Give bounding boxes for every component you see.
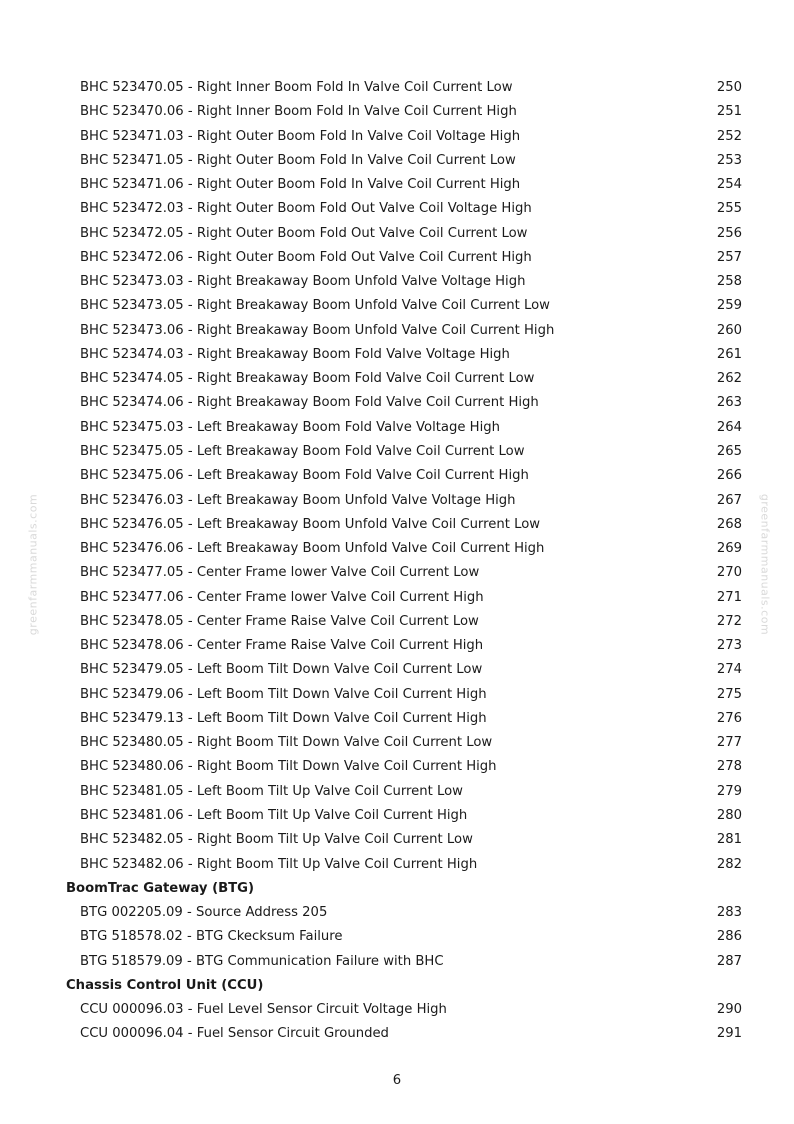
toc-entry[interactable] bbox=[66, 489, 746, 513]
toc-entry-title: BHC 523474.03 - Right Breakaway Boom Fold Valve Voltage High bbox=[80, 346, 510, 362]
toc-entry-title: BHC 523482.06 - Right Boom Tilt Up Valve Coil Current High bbox=[80, 856, 478, 872]
toc-entry-page-number: 291 bbox=[716, 1026, 742, 1042]
toc-entry-title: BHC 523481.06 - Left Boom Tilt Up Valve Coil Current High bbox=[80, 807, 468, 823]
toc-entry-page-number: 264 bbox=[716, 419, 742, 435]
toc-entry[interactable] bbox=[66, 270, 746, 294]
toc-entry-page-number: 252 bbox=[716, 128, 742, 144]
toc-entry-title: BHC 523482.05 - Right Boom Tilt Up Valve Coil Current Low bbox=[80, 832, 473, 848]
toc-entry-title: BTG 518579.09 - BTG Communication Failure with BHC bbox=[80, 953, 444, 969]
toc-entry-title: BHC 523476.03 - Left Breakaway Boom Unfold Valve Voltage High bbox=[80, 492, 516, 508]
toc-entry-title: BHC 523475.06 - Left Breakaway Boom Fold Valve Coil Current High bbox=[80, 468, 529, 484]
page-number: 6 bbox=[392, 1073, 402, 1088]
toc-entry-page-number: 257 bbox=[716, 249, 742, 265]
toc-entry-page-number: 256 bbox=[716, 225, 742, 241]
toc-entry-title: BHC 523476.06 - Left Breakaway Boom Unfold Valve Coil Current High bbox=[80, 541, 545, 557]
toc-entry-title: BHC 523470.06 - Right Inner Boom Fold In Valve Coil Current High bbox=[80, 104, 517, 120]
toc-entry-title: BTG 002205.09 - Source Address 205 bbox=[80, 905, 328, 921]
toc-entry-page-number: 269 bbox=[716, 541, 742, 557]
toc-entry[interactable] bbox=[66, 804, 746, 828]
toc-entry-page-number: 271 bbox=[716, 589, 742, 605]
toc-entry-title: BHC 523473.06 - Right Breakaway Boom Unfold Valve Coil Current High bbox=[80, 322, 555, 338]
toc-entry-title: BHC 523479.05 - Left Boom Tilt Down Valve Coil Current Low bbox=[80, 662, 483, 678]
toc-entry[interactable] bbox=[66, 513, 746, 537]
toc-entry-title: BHC 523472.06 - Right Outer Boom Fold Out Valve Coil Current High bbox=[80, 249, 532, 265]
toc-entry-page-number: 253 bbox=[716, 152, 742, 168]
toc-section-heading bbox=[66, 877, 746, 901]
toc-entry-page-number: 261 bbox=[716, 346, 742, 362]
toc-entry-page-number: 263 bbox=[716, 395, 742, 411]
toc-entry[interactable] bbox=[66, 537, 746, 561]
toc-entry-page-number: 268 bbox=[716, 516, 742, 532]
toc-entry-title: BHC 523471.05 - Right Outer Boom Fold In Valve Coil Current Low bbox=[80, 152, 516, 168]
toc-entry-title: BTG 518578.02 - BTG Ckecksum Failure bbox=[80, 929, 343, 945]
toc-entry[interactable] bbox=[66, 828, 746, 852]
toc-entry[interactable] bbox=[66, 731, 746, 755]
toc-entry-title: BHC 523471.03 - Right Outer Boom Fold In Valve Coil Voltage High bbox=[80, 128, 521, 144]
toc-entry[interactable] bbox=[66, 634, 746, 658]
toc-entry-page-number: 254 bbox=[716, 177, 742, 193]
toc-entry-title: BHC 523478.06 - Center Frame Raise Valve Coil Current High bbox=[80, 638, 484, 654]
toc-entry-page-number: 273 bbox=[716, 638, 742, 654]
toc-entry[interactable] bbox=[66, 780, 746, 804]
toc-entry[interactable] bbox=[66, 707, 746, 731]
toc-entry-title: BHC 523470.05 - Right Inner Boom Fold In Valve Coil Current Low bbox=[80, 80, 513, 95]
toc-entry[interactable] bbox=[66, 367, 746, 391]
toc-entry-title: BHC 523474.06 - Right Breakaway Boom Fold Valve Coil Current High bbox=[80, 395, 539, 411]
watermark-left-text: greenfarmmanuals.com bbox=[26, 493, 40, 636]
toc-entry[interactable] bbox=[66, 343, 746, 367]
toc-entry-title: BHC 523473.03 - Right Breakaway Boom Unfold Valve Voltage High bbox=[80, 274, 526, 290]
toc-entry-title: BHC 523474.05 - Right Breakaway Boom Fold Valve Coil Current Low bbox=[80, 371, 535, 387]
toc-entry[interactable] bbox=[66, 76, 746, 100]
toc-entry[interactable] bbox=[66, 755, 746, 779]
toc-entry[interactable] bbox=[66, 100, 746, 124]
toc-entry-title: BHC 523476.05 - Left Breakaway Boom Unfold Valve Coil Current Low bbox=[80, 516, 541, 532]
toc-entry-page-number: 260 bbox=[716, 322, 742, 338]
toc-entry-page-number: 278 bbox=[716, 759, 742, 775]
toc-entry-page-number: 274 bbox=[716, 662, 742, 678]
toc-entry[interactable] bbox=[66, 683, 746, 707]
toc-entry-page-number: 265 bbox=[716, 443, 742, 459]
toc-entry-page-number: 275 bbox=[716, 686, 742, 702]
toc-entry[interactable] bbox=[66, 586, 746, 610]
section-title: Chassis Control Unit (CCU) bbox=[66, 977, 264, 993]
toc-entry[interactable] bbox=[66, 222, 746, 246]
toc-entry-page-number: 270 bbox=[716, 565, 742, 581]
toc-entry-page-number: 266 bbox=[716, 468, 742, 484]
table-of-contents bbox=[66, 76, 746, 1047]
toc-entry[interactable] bbox=[66, 440, 746, 464]
toc-entry[interactable] bbox=[66, 416, 746, 440]
toc-entry-page-number: 258 bbox=[716, 274, 742, 290]
toc-entry-page-number: 290 bbox=[716, 1002, 742, 1018]
toc-entry[interactable] bbox=[66, 125, 746, 149]
toc-entry[interactable] bbox=[66, 391, 746, 415]
toc-entry-page-number: 287 bbox=[716, 953, 742, 969]
toc-entry[interactable] bbox=[66, 197, 746, 221]
toc-entry-page-number: 283 bbox=[716, 905, 742, 921]
toc-entry-title: BHC 523477.05 - Center Frame lower Valve Coil Current Low bbox=[80, 565, 480, 581]
toc-entry-title: CCU 000096.03 - Fuel Level Sensor Circuit Voltage High bbox=[80, 1002, 447, 1018]
toc-entry[interactable] bbox=[66, 853, 746, 877]
toc-entry-page-number: 279 bbox=[716, 783, 742, 799]
toc-entry-title: BHC 523479.13 - Left Boom Tilt Down Valve Coil Current High bbox=[80, 710, 487, 726]
toc-entry-page-number: 267 bbox=[716, 492, 742, 508]
toc-entry[interactable] bbox=[66, 901, 746, 925]
toc-entry-title: BHC 523471.06 - Right Outer Boom Fold In Valve Coil Current High bbox=[80, 177, 521, 193]
toc-entry-page-number: 272 bbox=[716, 613, 742, 629]
toc-entry-title: BHC 523472.03 - Right Outer Boom Fold Out Valve Coil Voltage High bbox=[80, 201, 532, 217]
toc-entry-title: BHC 523472.05 - Right Outer Boom Fold Out Valve Coil Current Low bbox=[80, 225, 528, 241]
toc-entry-title: BHC 523480.06 - Right Boom Tilt Down Valve Coil Current High bbox=[80, 759, 497, 775]
toc-entry-page-number: 281 bbox=[716, 832, 742, 848]
toc-entry-page-number: 259 bbox=[716, 298, 742, 314]
toc-entry-page-number: 250 bbox=[716, 80, 742, 95]
toc-entry[interactable] bbox=[66, 294, 746, 318]
toc-entry[interactable] bbox=[66, 561, 746, 585]
toc-entry[interactable] bbox=[66, 173, 746, 197]
toc-entry-page-number: 262 bbox=[716, 371, 742, 387]
toc-entry[interactable] bbox=[66, 1022, 746, 1046]
toc-entry[interactable] bbox=[66, 610, 746, 634]
toc-entry[interactable] bbox=[66, 319, 746, 343]
toc-section-heading bbox=[66, 974, 746, 998]
toc-entry-title: BHC 523480.05 - Right Boom Tilt Down Valve Coil Current Low bbox=[80, 735, 493, 751]
toc-entry-title: BHC 523481.05 - Left Boom Tilt Up Valve Coil Current Low bbox=[80, 783, 463, 799]
toc-entry-title: BHC 523477.06 - Center Frame lower Valve Coil Current High bbox=[80, 589, 484, 605]
toc-entry-title: CCU 000096.04 - Fuel Sensor Circuit Grounded bbox=[80, 1026, 389, 1042]
toc-entry[interactable] bbox=[66, 658, 746, 682]
toc-entry-page-number: 251 bbox=[716, 104, 742, 120]
toc-entry[interactable] bbox=[66, 464, 746, 488]
toc-entry-title: BHC 523473.05 - Right Breakaway Boom Unfold Valve Coil Current Low bbox=[80, 298, 550, 314]
toc-entry-title: BHC 523478.05 - Center Frame Raise Valve Coil Current Low bbox=[80, 613, 479, 629]
toc-entry-page-number: 280 bbox=[716, 807, 742, 823]
toc-entry-page-number: 255 bbox=[716, 201, 742, 217]
toc-entry[interactable] bbox=[66, 925, 746, 949]
toc-entry-title: BHC 523479.06 - Left Boom Tilt Down Valve Coil Current High bbox=[80, 686, 487, 702]
watermark-right-text: greenfarmmanuals.com bbox=[758, 493, 772, 636]
toc-entry[interactable] bbox=[66, 950, 746, 974]
toc-entry-page-number: 277 bbox=[716, 735, 742, 751]
toc-entry-page-number: 286 bbox=[716, 929, 742, 945]
toc-entry-title: BHC 523475.03 - Left Breakaway Boom Fold Valve Voltage High bbox=[80, 419, 500, 435]
toc-entry-page-number: 282 bbox=[716, 856, 742, 872]
toc-entry[interactable] bbox=[66, 149, 746, 173]
toc-entry[interactable] bbox=[66, 998, 746, 1022]
toc-entry-title: BHC 523475.05 - Left Breakaway Boom Fold Valve Coil Current Low bbox=[80, 443, 525, 459]
toc-entry[interactable] bbox=[66, 246, 746, 270]
toc-entry-page-number: 276 bbox=[716, 710, 742, 726]
section-title: BoomTrac Gateway (BTG) bbox=[66, 880, 255, 896]
